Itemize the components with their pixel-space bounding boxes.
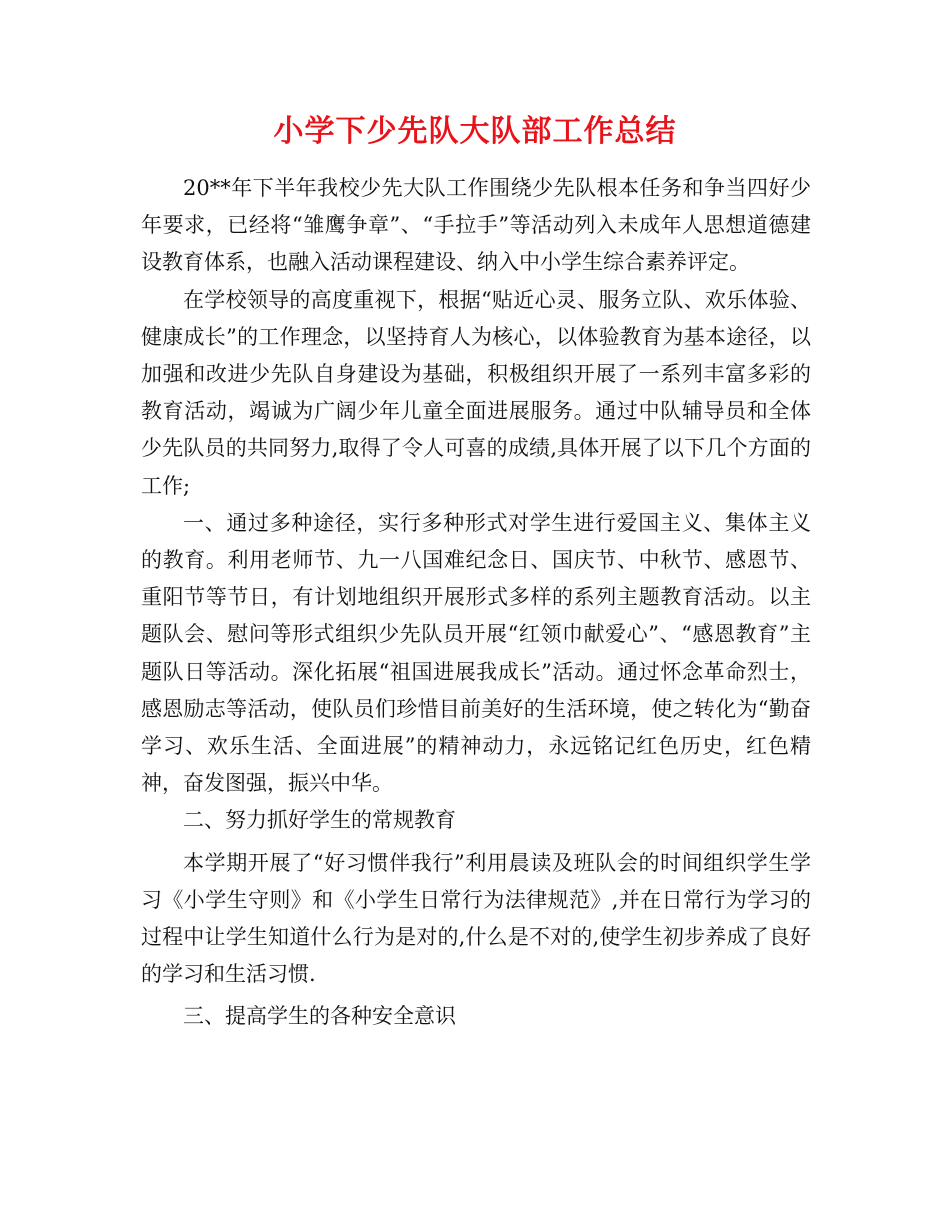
paragraph-section-one: 一、通过多种途径，实行多种形式对学生进行爱国主义、集体主义的教育。利用老师节、九一八国难纪念日、国庆节、中秋节、感恩节、重阳节等节日，有计划地组织开展形式多样的系列主题教育活动。以主题队会、慰问等形式组织少先队员开展“红领巾献爱心”、“感恩教育”主题队日等活动。深化拓展“祖国进展我成长”活动。通过怀念革命烈士，感恩励志等活动，使队员们珍惜目前美好的生活环境，使之转化为“勤奋学习、欢乐生活、全面进展”的精神动力，永远铭记红色历史，红色精神，奋发图强，振兴中华。 xyxy=(141,510,811,796)
paragraph-intro: 20**年下半年我校少先大队工作围绕少先队根本任务和争当四好少年要求，已经将“雏鹰争章”、“手拉手”等活动列入未成年人思想道德建设教育体系，也融入活动课程建设、纳入中小学生综合素养评定。 xyxy=(141,176,811,275)
heading-section-two: 二、努力抓好学生的常规教育 xyxy=(183,808,456,833)
paragraph-section-two: 本学期开展了“好习惯伴我行”利用晨读及班队会的时间组织学生学习《小学生守则》和《小学生日常行为法律规范》,并在日常行为学习的过程中让学生知道什么行为是对的,什么是不对的,使学生初步养成了良好的学习和生活习惯. xyxy=(141,850,811,987)
heading-section-three: 三、提高学生的各种安全意识 xyxy=(183,1004,456,1029)
document-body xyxy=(141,170,811,1036)
document-title: 小学下少先队大队部工作总结 xyxy=(273,114,677,149)
paragraph-work-overview: 在学校领导的高度重视下，根据“贴近心灵、服务立队、欢乐体验、健康成长”的工作理念，以坚持育人为核心，以体验教育为基本途径，以加强和改进少先队自身建设为基础，积极组织开展了一系列丰富多彩的教育活动，竭诚为广阔少年儿童全面进展服务。通过中队辅导员和全体少先队员的共同努力,取得了令人可喜的成绩,具体开展了以下几个方面的工作; xyxy=(141,287,811,498)
